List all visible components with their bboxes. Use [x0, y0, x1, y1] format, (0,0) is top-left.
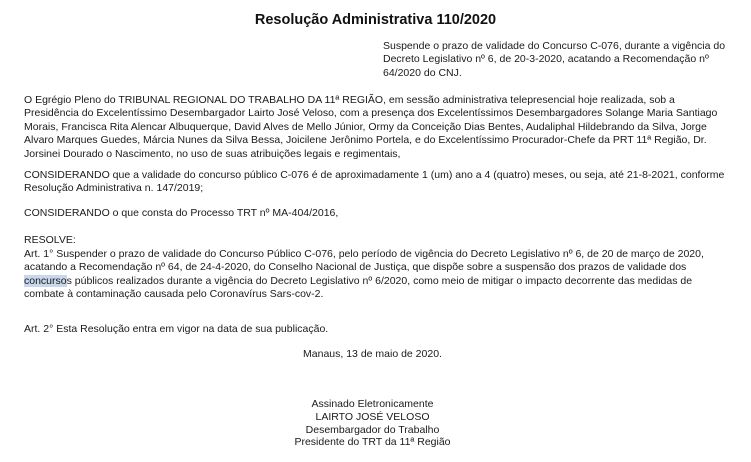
signature-note: Assinado Eletronicamente [311, 398, 434, 410]
intro-paragraph: O Egrégio Pleno do TRIBUNAL REGIONAL DO TRABALHO DA 11ª REGIÃO, em sessão administrativa telepresencial hoje realizada, sob a Presidência do Excelentíssimo Desembargador Lairto José Veloso, com a presença dos Excelentíssimos Desembargadores Solange Maria Santiago Morais, Francisca Rita Alencar Albuquerque, David Alves de Mello Júnior, Ormy da Conceição Dias Bentes, Audaliphal Hildebrando da Silva, Jorge Alvaro Marques Guedes, Márcia Nunes da Silva Bessa, Joicilene Jerônimo Portela, e do Excelentíssimo Procurador-Chefe da PRT 11ª Região, Dr. Jorsinei Dourado o Nascimento, no uso de suas atribuições legais e regimentais, [24, 94, 718, 160]
document-summary: Suspende o prazo de validade do Concurso C-076, durante a vigência do Decreto Legislativo nº 6, de 20-3-2020, acatando a Recomendação nº 64/2020 do CNJ. [383, 40, 726, 79]
place-date: Manaus, 13 de maio de 2020. [303, 348, 442, 360]
signer-role: Desembargador do Trabalho [305, 423, 440, 436]
article-1-text-start: Art. 1° Suspender o prazo de validade do Concurso Público C-076, pelo período de vigência do Decreto Legislativo nº 6, de 20 de março de 2020, acatando a Recomendação nº 64, de 24-4-2020, do Conselho Nacional de Justiça, que dispõe sobre a suspensão dos prazos de validade dos [24, 248, 704, 274]
signer-position: Presidente do TRT da 11ª Região [294, 436, 451, 449]
highlighted-word: concurso [24, 274, 67, 287]
signature-block [0, 398, 745, 449]
considerando-paragraph-1: CONSIDERANDO que a validade do concurso público C-076 é de aproximadamente 1 (um) ano a 4 (quatro) meses, ou seja, até 21-8-2021, conforme Resolução Administrativa n. 147/2019; [24, 169, 725, 195]
article-1-paragraph [24, 248, 726, 302]
signer-name: LAIRTO JOSÉ VELOSO [315, 410, 430, 423]
article-1-text-end: s públicos realizados durante a vigência do Decreto Legislativo nº 6/2020, como meio de mitigar o impacto decorrente das medidas de combate à contaminação causada pelo Coronavírus Sars-cov-2. [24, 274, 693, 301]
document-title: Resolução Administrativa 110/2020 [254, 12, 497, 28]
considerando-paragraph-2: CONSIDERANDO o que consta do Processo TRT nº MA-404/2016, [24, 207, 339, 219]
resolve-heading: RESOLVE: [24, 234, 76, 246]
article-2-paragraph: Art. 2° Esta Resolução entra em vigor na data de sua publicação. [24, 323, 329, 335]
